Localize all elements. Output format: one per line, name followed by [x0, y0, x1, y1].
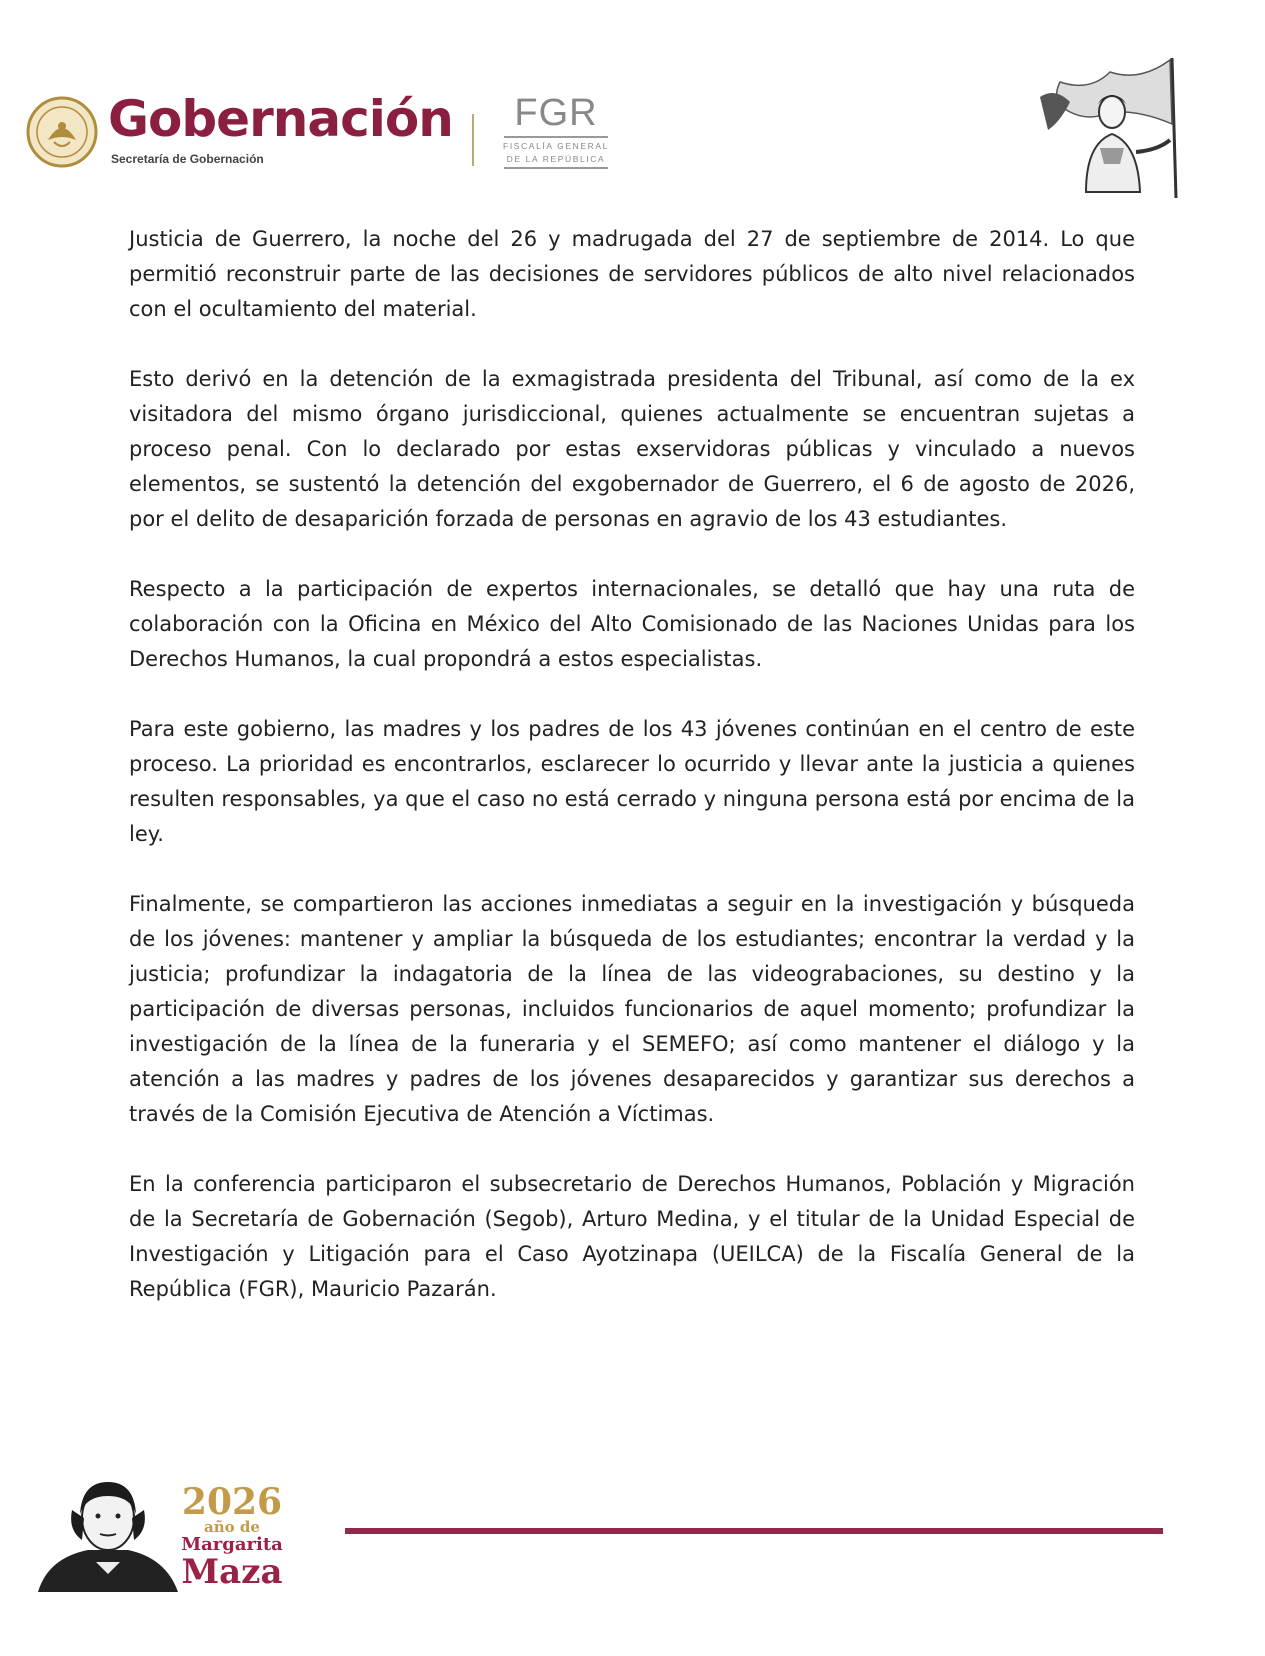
year-de-label: año de: [204, 1518, 260, 1536]
honoree-first-name: Margarita: [181, 1534, 283, 1555]
paragraph: Finalmente, se compartieron las acciones inmediatas a seguir en la investigación y búsqueda de los jóvenes: mantener y ampliar la búsqueda de los estudiantes; encontrar la verdad y la justicia; profundizar la indagatoria de la línea de las videograbaciones, su destino y la participación de diversas personas, incluidos funcionarios de aquel momento; profundizar la investigación de la línea de la funeraria y el SEMEFO; así como mantener el diálogo y la atención a las madres y padres de los jóvenes desaparecidos y garantizar sus derechos a través de la Comisión Ejecutiva de Atención a Víctimas.: [129, 892, 1135, 1126]
honoree-last-name: Maza: [181, 1552, 283, 1592]
paragraph: Esto derivó en la detención de la exmagistrada presidenta del Tribunal, así como de la ex visitadora del mismo órgano jurisdiccional, quienes actualmente se encuentran sujetas a proceso penal. Con lo declarado por estas exservidoras públicas y vinculado a nuevos elementos, se sustentó la detención del exgobernador de Guerrero, el 6 de agosto de 2026, por el delito de desaparición forzada de personas en agravio de los 43 estudiantes.: [129, 367, 1135, 531]
paragraph: Para este gobierno, las madres y los padres de los 43 jóvenes continúan en el centro de este proceso. La prioridad es encontrarlos, esclarecer lo ocurrido y llevar ante la justicia a quienes resulten responsables, ya que el caso no está cerrado y ninguna persona está por encima de la ley.: [129, 717, 1135, 846]
paragraph: Justicia de Guerrero, la noche del 26 y madrugada del 27 de septiembre de 2014. Lo que permitió reconstruir parte de las decisiones de servidores públicos de alto nivel relacionados con el ocultamiento del material.: [129, 227, 1135, 321]
footer-rule: [345, 1528, 1163, 1534]
fgr-name: FGR: [514, 92, 598, 134]
year-of-margarita-maza-badge: [172, 1481, 292, 1592]
woman-holding-flag-icon: [1030, 52, 1190, 202]
year-number: 2026: [181, 1481, 283, 1523]
fgr-logo: [500, 94, 612, 170]
fgr-line2: DE LA REPÚBLICA: [506, 154, 606, 164]
margarita-maza-portrait-icon: [38, 1470, 178, 1592]
logo-divider: [472, 114, 474, 166]
press-release-body: [129, 222, 1135, 1342]
fgr-line1: FISCALÍA GENERAL: [503, 141, 609, 151]
mexican-coat-of-arms-seal-icon: [26, 96, 98, 168]
letterhead: [0, 0, 1265, 210]
fgr-rule-bottom: [504, 167, 608, 169]
paragraph: En la conferencia participaron el subsecretario de Derechos Humanos, Población y Migración de la Secretaría de Gobernación (Segob), Arturo Medina, y el titular de la Unidad Especial de Investigación y Litigación para el Caso Ayotzinapa (UEILCA) de la Fiscalía General de la República (FGR), Mauricio Pazarán.: [129, 1172, 1135, 1301]
fgr-rule-top: [504, 136, 608, 138]
paragraph: Respecto a la participación de expertos internacionales, se detalló que hay una ruta de colaboración con la Oficina en México del Alto Comisionado de las Naciones Unidas para los Derechos Humanos, la cual propondrá a estos especialistas.: [129, 577, 1135, 671]
gobernacion-subtitle: Secretaría de Gobernación: [111, 152, 264, 166]
gobernacion-title: Gobernación: [108, 90, 453, 148]
